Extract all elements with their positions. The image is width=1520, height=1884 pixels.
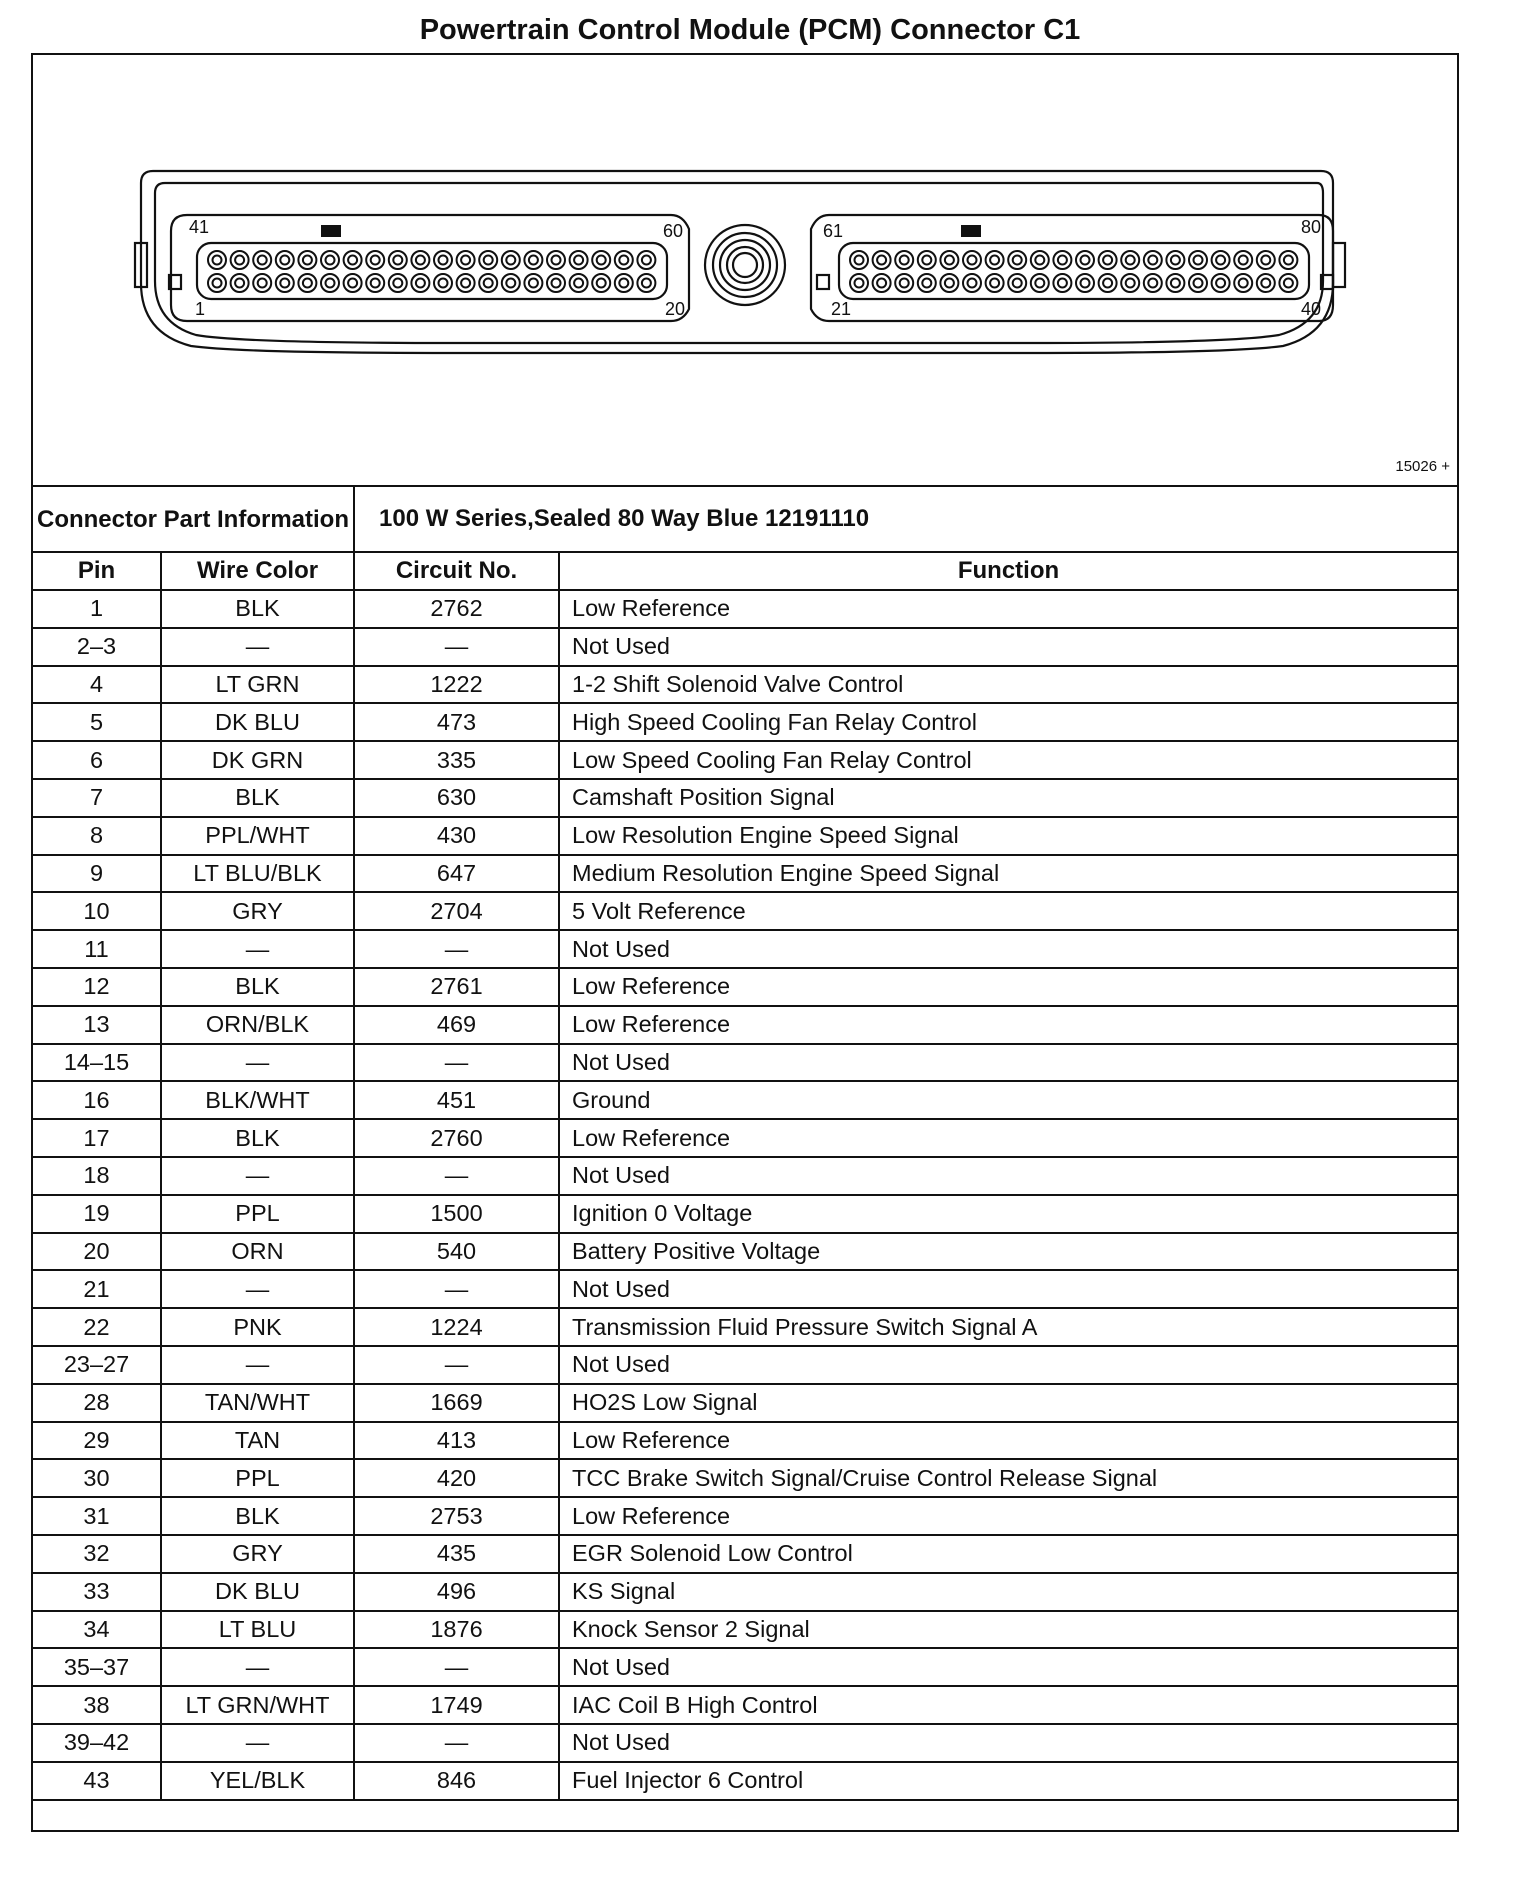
connector-pin-core	[439, 279, 448, 288]
wire-color-cell: LT BLU	[161, 1611, 354, 1649]
table-row	[32, 817, 1458, 855]
connector-pin-core	[1239, 256, 1248, 265]
connector-pin-core	[1103, 256, 1112, 265]
connector-pin-core	[393, 256, 402, 265]
connector-pin-core	[280, 279, 289, 288]
pin-cell: 22	[32, 1308, 161, 1346]
wire-color-cell: —	[161, 930, 354, 968]
pin-cell: 35–37	[32, 1648, 161, 1686]
circuit-cell: —	[354, 628, 559, 666]
function-cell: Medium Resolution Engine Speed Signal	[559, 855, 1458, 893]
wire-color-cell: —	[161, 1044, 354, 1082]
connector-pin-core	[1081, 256, 1090, 265]
connector-pin-core	[574, 279, 583, 288]
table-row	[32, 666, 1458, 704]
connector-pin-core	[235, 256, 244, 265]
connector-pin-core	[326, 256, 335, 265]
pinout-table	[31, 551, 1459, 1801]
circuit-cell: 435	[354, 1535, 559, 1573]
function-cell: Knock Sensor 2 Signal	[559, 1611, 1458, 1649]
pin-cell: 8	[32, 817, 161, 855]
connector-pin-core	[439, 256, 448, 265]
connector-pin-core	[619, 256, 628, 265]
function-cell: Low Reference	[559, 590, 1458, 628]
table-row	[32, 1270, 1458, 1308]
wire-color-cell: —	[161, 1346, 354, 1384]
connector-pin-core	[990, 256, 999, 265]
wire-color-cell: LT GRN/WHT	[161, 1686, 354, 1724]
connector-pin-core	[855, 279, 864, 288]
wire-color-cell: DK BLU	[161, 703, 354, 741]
connector-pin-core	[1194, 256, 1203, 265]
circuit-cell: 335	[354, 741, 559, 779]
wire-color-cell: LT GRN	[161, 666, 354, 704]
table-row	[32, 1724, 1458, 1762]
pin-cell: 6	[32, 741, 161, 779]
function-cell: 1-2 Shift Solenoid Valve Control	[559, 666, 1458, 704]
table-row	[32, 1459, 1458, 1497]
pin-cell: 12	[32, 968, 161, 1006]
circuit-cell: 540	[354, 1233, 559, 1271]
connector-pin-core	[529, 256, 538, 265]
table-row	[32, 1497, 1458, 1535]
wire-color-cell: GRY	[161, 1535, 354, 1573]
pin-cell: 5	[32, 703, 161, 741]
circuit-cell: 1224	[354, 1308, 559, 1346]
pin-label-20: 20	[665, 299, 686, 319]
table-row	[32, 590, 1458, 628]
circuit-cell: 420	[354, 1459, 559, 1497]
circuit-cell: —	[354, 1044, 559, 1082]
page-title: Powertrain Control Module (PCM) Connector C1	[419, 14, 1081, 46]
pin-cell: 13	[32, 1006, 161, 1044]
table-row	[32, 930, 1458, 968]
connector-pin-core	[945, 256, 954, 265]
connector-pin-core	[461, 279, 470, 288]
wire-color-cell: BLK	[161, 968, 354, 1006]
connector-pin-core	[326, 279, 335, 288]
connector-pin-core	[597, 279, 606, 288]
wire-color-cell: —	[161, 628, 354, 666]
wire-color-cell: ORN/BLK	[161, 1006, 354, 1044]
table-row	[32, 1157, 1458, 1195]
pin-cell: 10	[32, 892, 161, 930]
circuit-cell: 2761	[354, 968, 559, 1006]
connector-pin-core	[900, 279, 909, 288]
circuit-cell: 2762	[354, 590, 559, 628]
wire-color-cell: —	[161, 1724, 354, 1762]
pin-label-21: 21	[831, 299, 852, 319]
connector-pin-core	[235, 279, 244, 288]
connector-pin-core	[1239, 279, 1248, 288]
function-cell: Not Used	[559, 1724, 1458, 1762]
connector-pin-core	[280, 256, 289, 265]
function-cell: Low Reference	[559, 1119, 1458, 1157]
pin-label-60: 60	[663, 221, 684, 241]
connector-pin-core	[303, 256, 312, 265]
function-cell: Low Reference	[559, 1006, 1458, 1044]
part-info-table	[31, 485, 1459, 553]
connector-pin-core	[258, 256, 267, 265]
table-row	[32, 1081, 1458, 1119]
wire-color-cell: —	[161, 1157, 354, 1195]
pin-label-40: 40	[1301, 299, 1322, 319]
connector-pin-core	[1261, 256, 1270, 265]
pin-cell: 30	[32, 1459, 161, 1497]
circuit-cell: 1749	[354, 1686, 559, 1724]
circuit-cell: 413	[354, 1422, 559, 1460]
wire-color-cell: BLK	[161, 1119, 354, 1157]
connector-pin-core	[1171, 279, 1180, 288]
part-info-label: Connector Part Information	[32, 486, 354, 552]
connector-pin-core	[1081, 279, 1090, 288]
connector-pin-core	[552, 279, 561, 288]
wire-color-cell: ORN	[161, 1233, 354, 1271]
part-info-value: 100 W Series,Sealed 80 Way Blue 12191110	[354, 486, 1458, 552]
function-cell: High Speed Cooling Fan Relay Control	[559, 703, 1458, 741]
connector-pin-core	[529, 279, 538, 288]
function-cell: 5 Volt Reference	[559, 892, 1458, 930]
connector-pin-core	[968, 256, 977, 265]
connector-pin-core	[1035, 279, 1044, 288]
function-cell: Battery Positive Voltage	[559, 1233, 1458, 1271]
circuit-cell: —	[354, 1270, 559, 1308]
connector-pin-core	[1284, 279, 1293, 288]
connector-pin-core	[1013, 279, 1022, 288]
circuit-cell: —	[354, 1648, 559, 1686]
circuit-cell: 1669	[354, 1384, 559, 1422]
connector-pin-core	[1126, 279, 1135, 288]
circuit-cell: 1500	[354, 1195, 559, 1233]
circuit-cell: 2753	[354, 1497, 559, 1535]
function-cell: Fuel Injector 6 Control	[559, 1762, 1458, 1800]
function-cell: IAC Coil B High Control	[559, 1686, 1458, 1724]
circuit-cell: 2760	[354, 1119, 559, 1157]
table-row	[32, 1195, 1458, 1233]
connector-pin-core	[1194, 279, 1203, 288]
table-row	[32, 1648, 1458, 1686]
connector-pin-core	[1103, 279, 1112, 288]
table-row	[32, 892, 1458, 930]
pin-cell: 31	[32, 1497, 161, 1535]
connector-pin-core	[877, 279, 886, 288]
wire-color-cell: DK BLU	[161, 1573, 354, 1611]
connector-pin-core	[461, 256, 470, 265]
pin-cell: 34	[32, 1611, 161, 1649]
connector-pin-core	[574, 256, 583, 265]
pin-cell: 17	[32, 1119, 161, 1157]
connector-pin-core	[900, 256, 909, 265]
circuit-cell: 2704	[354, 892, 559, 930]
circuit-cell: 647	[354, 855, 559, 893]
table-row	[32, 1535, 1458, 1573]
circuit-cell: 630	[354, 779, 559, 817]
function-cell: Not Used	[559, 1648, 1458, 1686]
connector-pin-core	[642, 279, 651, 288]
function-cell: Not Used	[559, 1157, 1458, 1195]
connector-pin-core	[922, 256, 931, 265]
connector-pin-core	[213, 256, 222, 265]
header-pin: Pin	[32, 552, 161, 590]
connector-pin-core	[1216, 256, 1225, 265]
table-row	[32, 1233, 1458, 1271]
wire-color-cell: YEL/BLK	[161, 1762, 354, 1800]
table-row	[32, 1384, 1458, 1422]
wire-color-cell: —	[161, 1648, 354, 1686]
function-cell: EGR Solenoid Low Control	[559, 1535, 1458, 1573]
pin-cell: 38	[32, 1686, 161, 1724]
header-row	[32, 552, 1458, 590]
pin-cell: 18	[32, 1157, 161, 1195]
connector-pin-core	[597, 256, 606, 265]
wire-color-cell: BLK	[161, 1497, 354, 1535]
function-cell: Not Used	[559, 628, 1458, 666]
connector-pin-core	[1035, 256, 1044, 265]
pin-cell: 33	[32, 1573, 161, 1611]
circuit-cell: —	[354, 1724, 559, 1762]
pin-cell: 4	[32, 666, 161, 704]
function-cell: Low Reference	[559, 1497, 1458, 1535]
figure-id: 15026 +	[1395, 458, 1450, 475]
header-function: Function	[559, 552, 1458, 590]
function-cell: HO2S Low Signal	[559, 1384, 1458, 1422]
function-cell: Not Used	[559, 1270, 1458, 1308]
circuit-cell: 846	[354, 1762, 559, 1800]
connector-pin-core	[348, 256, 357, 265]
connector-pin-core	[484, 279, 493, 288]
table-row	[32, 1006, 1458, 1044]
connector-pin-core	[506, 279, 515, 288]
function-cell: Not Used	[559, 930, 1458, 968]
pin-cell: 23–27	[32, 1346, 161, 1384]
wire-color-cell: —	[161, 1270, 354, 1308]
connector-pin-core	[642, 256, 651, 265]
connector-pin-core	[1148, 279, 1157, 288]
header-circuit: Circuit No.	[354, 552, 559, 590]
pin-label-61: 61	[823, 221, 844, 241]
pin-label-1: 1	[195, 299, 206, 319]
table-row	[32, 1308, 1458, 1346]
wire-color-cell: BLK	[161, 779, 354, 817]
pin-cell: 20	[32, 1233, 161, 1271]
circuit-cell: —	[354, 930, 559, 968]
pin-cell: 39–42	[32, 1724, 161, 1762]
connector-pin-core	[552, 256, 561, 265]
pin-label-80: 80	[1301, 217, 1322, 237]
connector-pin-core	[348, 279, 357, 288]
circuit-cell: 1876	[354, 1611, 559, 1649]
wire-color-cell: PPL	[161, 1195, 354, 1233]
function-cell: Camshaft Position Signal	[559, 779, 1458, 817]
function-cell: Not Used	[559, 1044, 1458, 1082]
connector-pin-core	[1171, 256, 1180, 265]
connector-pin-core	[1216, 279, 1225, 288]
circuit-cell: 473	[354, 703, 559, 741]
table-row	[32, 703, 1458, 741]
pin-cell: 19	[32, 1195, 161, 1233]
function-cell: Low Resolution Engine Speed Signal	[559, 817, 1458, 855]
connector-pin-core	[1013, 256, 1022, 265]
connector-pin-core	[1058, 256, 1067, 265]
function-cell: KS Signal	[559, 1573, 1458, 1611]
connector-pin-core	[619, 279, 628, 288]
header-wire-color: Wire Color	[161, 552, 354, 590]
pin-cell: 7	[32, 779, 161, 817]
connector-pin-core	[416, 256, 425, 265]
wire-color-cell: TAN	[161, 1422, 354, 1460]
pin-cell: 28	[32, 1384, 161, 1422]
table-row	[32, 1686, 1458, 1724]
pin-cell: 21	[32, 1270, 161, 1308]
function-cell: Low Reference	[559, 968, 1458, 1006]
pin-cell: 9	[32, 855, 161, 893]
connector-pin-core	[922, 279, 931, 288]
pin-cell: 16	[32, 1081, 161, 1119]
wire-color-cell: BLK/WHT	[161, 1081, 354, 1119]
table-row	[32, 741, 1458, 779]
function-cell: Low Reference	[559, 1422, 1458, 1460]
pin-cell: 43	[32, 1762, 161, 1800]
circuit-cell: —	[354, 1157, 559, 1195]
table-row	[32, 1346, 1458, 1384]
table-row	[32, 1762, 1458, 1800]
pin-cell: 1	[32, 590, 161, 628]
connector-pin-core	[855, 256, 864, 265]
pin-cell: 29	[32, 1422, 161, 1460]
connector-pin-core	[371, 256, 380, 265]
table-row	[32, 779, 1458, 817]
pin-cell: 11	[32, 930, 161, 968]
connector-pin-core	[990, 279, 999, 288]
connector-pin-core	[877, 256, 886, 265]
table-row	[32, 1611, 1458, 1649]
connector-pin-core	[506, 256, 515, 265]
table-row	[32, 628, 1458, 666]
circuit-cell: 469	[354, 1006, 559, 1044]
circuit-cell: 496	[354, 1573, 559, 1611]
table-row	[32, 1044, 1458, 1082]
connector-pin-core	[484, 256, 493, 265]
circuit-cell: 1222	[354, 666, 559, 704]
wire-color-cell: DK GRN	[161, 741, 354, 779]
pin-label-41: 41	[189, 217, 210, 237]
wire-color-cell: BLK	[161, 590, 354, 628]
wire-color-cell: PPL	[161, 1459, 354, 1497]
connector-pin-core	[258, 279, 267, 288]
table-row	[32, 968, 1458, 1006]
connector-pin-core	[1284, 256, 1293, 265]
circuit-cell: —	[354, 1346, 559, 1384]
function-cell: Ground	[559, 1081, 1458, 1119]
pin-cell: 14–15	[32, 1044, 161, 1082]
connector-pin-core	[1126, 256, 1135, 265]
table-row	[32, 1119, 1458, 1157]
wire-color-cell: LT BLU/BLK	[161, 855, 354, 893]
connector-diagram	[31, 53, 1459, 485]
function-cell: Transmission Fluid Pressure Switch Signal A	[559, 1308, 1458, 1346]
wire-color-cell: TAN/WHT	[161, 1384, 354, 1422]
function-cell: Not Used	[559, 1346, 1458, 1384]
connector-pin-core	[303, 279, 312, 288]
table-row	[32, 855, 1458, 893]
connector-pin-core	[945, 279, 954, 288]
connector-pin-core	[213, 279, 222, 288]
circuit-cell: 451	[354, 1081, 559, 1119]
table-row	[32, 1422, 1458, 1460]
connector-pin-core	[1261, 279, 1270, 288]
connector-pin-core	[416, 279, 425, 288]
circuit-cell: 430	[354, 817, 559, 855]
connector-pin-core	[1058, 279, 1067, 288]
function-cell: Ignition 0 Voltage	[559, 1195, 1458, 1233]
connector-pin-core	[393, 279, 402, 288]
function-cell: Low Speed Cooling Fan Relay Control	[559, 741, 1458, 779]
table-row	[32, 1573, 1458, 1611]
wire-color-cell: PPL/WHT	[161, 817, 354, 855]
pin-cell: 32	[32, 1535, 161, 1573]
connector-pin-core	[1148, 256, 1157, 265]
wire-color-cell: GRY	[161, 892, 354, 930]
wire-color-cell: PNK	[161, 1308, 354, 1346]
pin-cell: 2–3	[32, 628, 161, 666]
connector-pin-core	[968, 279, 977, 288]
function-cell: TCC Brake Switch Signal/Cruise Control Release Signal	[559, 1459, 1458, 1497]
connector-pin-core	[371, 279, 380, 288]
